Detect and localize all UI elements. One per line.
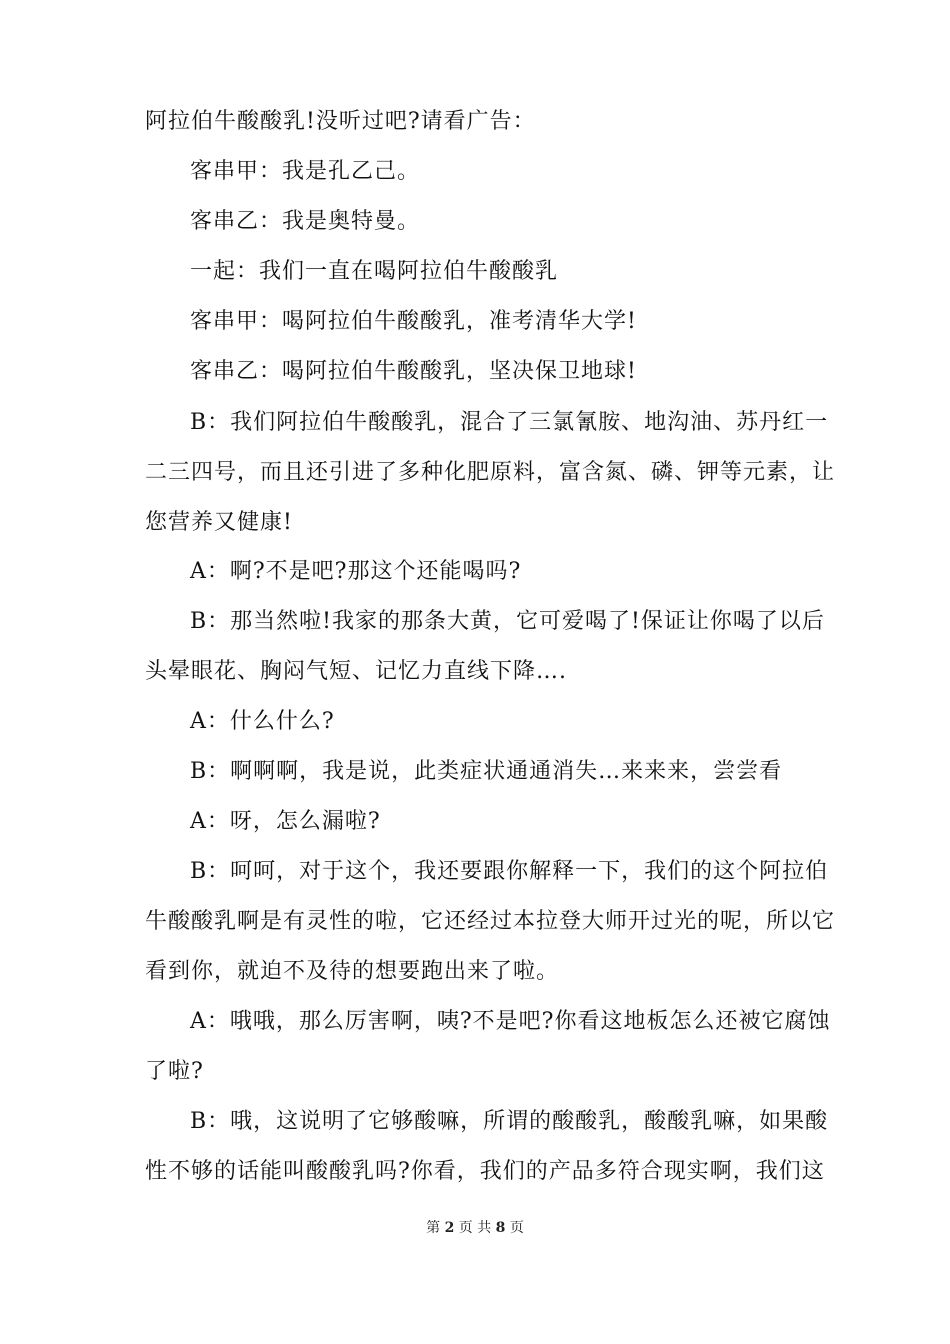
text-line: A：呀，怎么漏啦? xyxy=(190,809,381,834)
text-line: 一起：我们一直在喝阿拉伯牛酸酸乳 xyxy=(190,259,559,284)
text-line: A：什么什么? xyxy=(190,709,335,734)
footer-suffix: 页 xyxy=(509,1220,524,1236)
text-line: A：哦哦，那么厉害啊，咦?不是吧?你看这地板怎么还被它腐蚀 xyxy=(190,1009,831,1034)
current-page-number: 2 xyxy=(444,1220,455,1236)
footer-middle: 页 共 xyxy=(458,1220,492,1236)
text-line: 客串甲：我是孔乙己。 xyxy=(190,159,421,184)
text-line: B：我们阿拉伯牛酸酸乳，混合了三氯氰胺、地沟油、苏丹红一 xyxy=(190,410,829,435)
text-line: 客串乙：喝阿拉伯牛酸酸乳，坚决保卫地球! xyxy=(190,359,637,384)
text-line: B：呵呵，对于这个，我还要跟你解释一下，我们的这个阿拉伯 xyxy=(190,859,829,884)
text-line: 阿拉伯牛酸酸乳!没听过吧?请看广告： xyxy=(145,109,536,134)
text-line: 性不够的话能叫酸酸乳吗?你看，我们的产品多符合现实啊，我们这 xyxy=(145,1159,825,1184)
footer-prefix: 第 xyxy=(426,1220,441,1236)
text-line: 头晕眼花、胸闷气短、记忆力直线下降…. xyxy=(145,659,567,684)
text-line: B：那当然啦!我家的那条大黄，它可爱喝了!保证让你喝了以后 xyxy=(190,609,825,634)
text-line: 看到你，就迫不及待的想要跑出来了啦。 xyxy=(145,959,560,984)
text-line: 客串乙：我是奥特曼。 xyxy=(190,209,421,234)
total-pages-number: 8 xyxy=(495,1220,506,1236)
page-footer xyxy=(0,1218,950,1238)
text-line: 牛酸酸乳啊是有灵性的啦，它还经过本拉登大师开过光的呢，所以它 xyxy=(145,909,836,934)
text-line: 了啦? xyxy=(145,1059,204,1084)
text-line: A：啊?不是吧?那这个还能喝吗? xyxy=(190,559,522,584)
text-line: B：哦，这说明了它够酸嘛，所谓的酸酸乳，酸酸乳嘛，如果酸 xyxy=(190,1109,829,1134)
text-line: 您营养又健康! xyxy=(145,510,293,535)
text-line: 客串甲：喝阿拉伯牛酸酸乳，准考清华大学! xyxy=(190,309,637,334)
text-line: 二三四号，而且还引进了多种化肥原料，富含氮、磷、钾等元素，让 xyxy=(145,460,836,485)
text-line: B：啊啊啊，我是说，此类症状通通消失…来来来，尝尝看 xyxy=(190,759,783,784)
